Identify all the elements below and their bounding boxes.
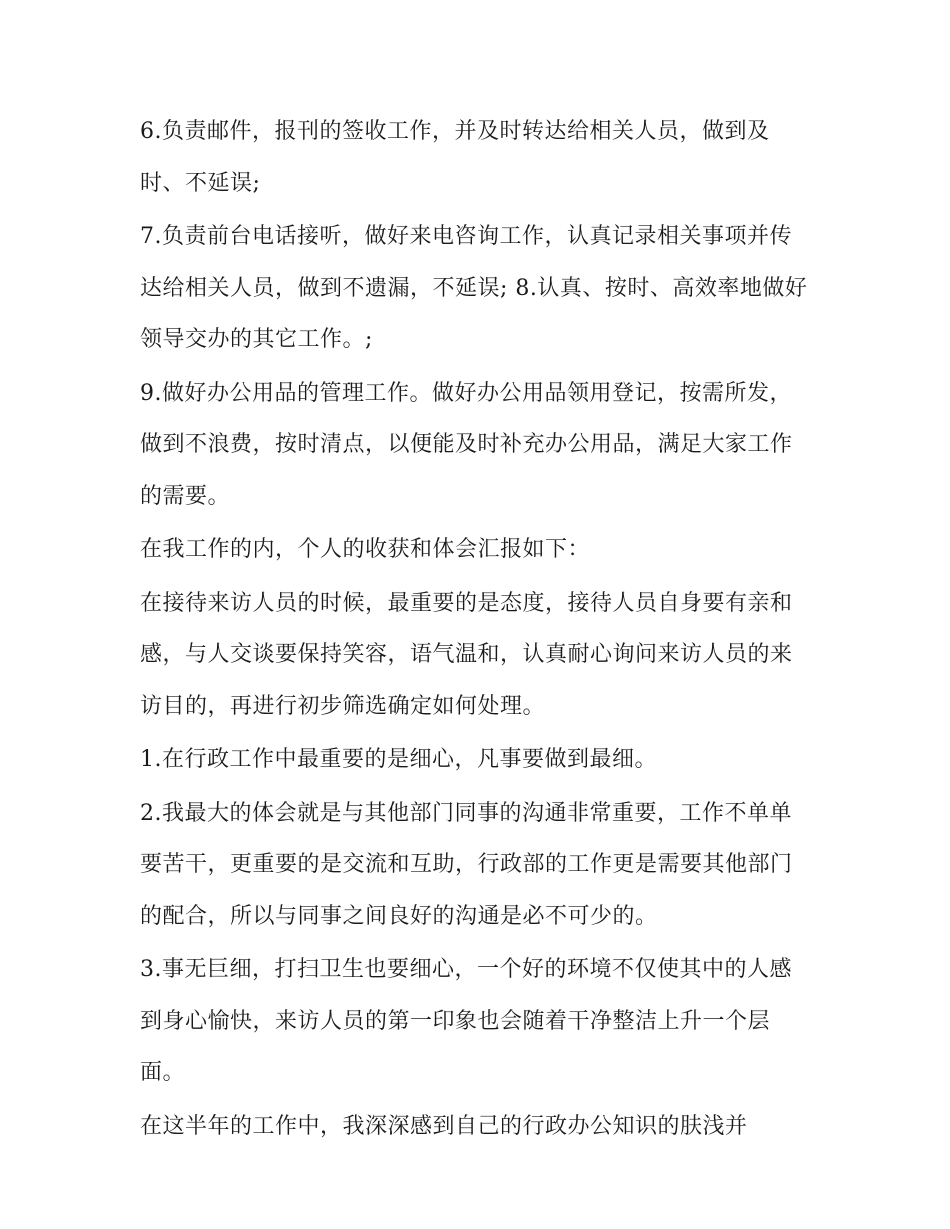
paragraph-point-2: 2.我最大的体会就是与其他部门同事的沟通非常重要，工作不单单要苦干，更重要的是交流和互助，行政部的工作更是需要其他部门的配合，所以与同事之间良好的沟通是必不可少的。 xyxy=(140,800,793,929)
paragraph-item-9: 9.做好办公用品的管理工作。做好办公用品领用登记，按需所发，做到不浪费，按时清点，以便能及时补充办公用品，满足大家工作的需要。 xyxy=(140,380,793,509)
paragraph-half-year: 在这半年的工作中，我深深感到自己的行政办公知识的肤浅并 xyxy=(140,1113,748,1139)
paragraph-reception: 在接待来访人员的时候，最重要的是态度，接待人员自身要有亲和感，与人交谈要保持笑容，语气温和，认真耐心询问来访人员的来访目的，再进行初步筛选确定如何处理。 xyxy=(140,590,793,719)
paragraph-item-6: 6.负责邮件，报刊的签收工作，并及时转达给相关人员，做到及时、不延误; xyxy=(140,119,770,196)
document-body xyxy=(140,106,812,1154)
paragraph-point-1: 1.在行政工作中最重要的是细心，凡事要做到最细。 xyxy=(140,747,657,772)
paragraph-summary-intro: 在我工作的内，个人的收获和体会汇报如下： xyxy=(140,537,591,562)
paragraph-point-3: 3.事无巨细，打扫卫生也要细心，一个好的环境不仅使其中的人感到身心愉快，来访人员的第一印象也会随着干净整洁上升一个层面。 xyxy=(140,957,792,1085)
paragraph-item-7-8: 7.负责前台电话接听，做好来电咨询工作，认真记录相关事项并传达给相关人员，做到不遗漏，不延误; 8.认真、按时、高效率地做好领导交办的其它工作。; xyxy=(140,224,808,352)
